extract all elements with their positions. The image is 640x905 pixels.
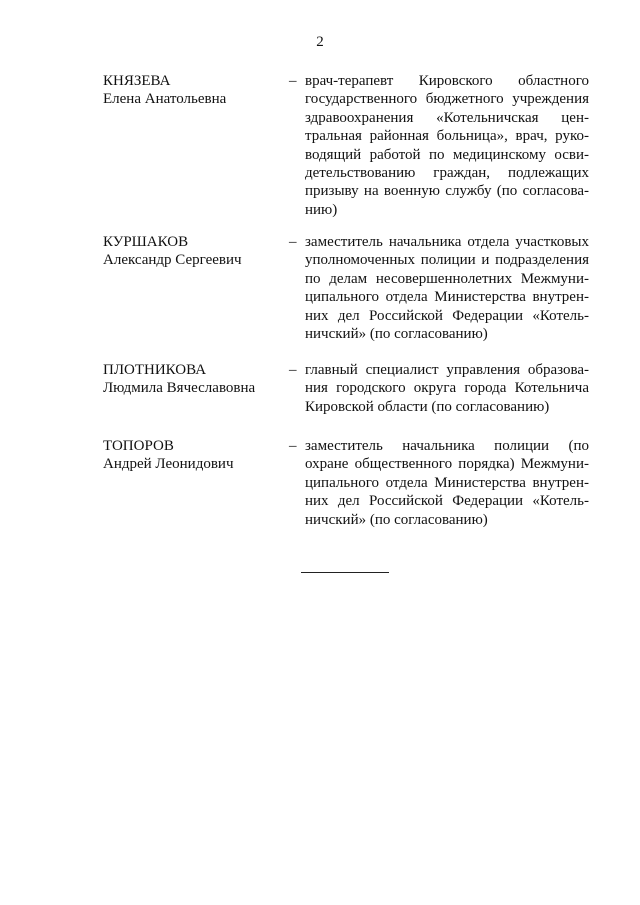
member-name [103, 72, 283, 109]
member-given-names: Елена Анатольевна [103, 91, 227, 108]
member-name [103, 437, 283, 474]
member-surname: КУРШАКОВ [103, 234, 189, 250]
dash-separator: – [289, 234, 297, 250]
member-name [103, 361, 283, 398]
member-surname: ПЛОТНИКОВА [103, 362, 207, 378]
member-position: врач-терапевт Кировского областного государственного бюджетного учреждения здравоохранения «Котельничская центральная районная больница», врач, руководящий работой по медицинскому освидетельствованию граждан, подлежащих призыву на военную службу (по согласованию) [305, 73, 589, 218]
dash-separator: – [289, 73, 297, 89]
member-name [103, 233, 283, 270]
member-given-names: Андрей Леонидович [103, 456, 234, 473]
member-surname: ТОПОРОВ [103, 438, 174, 454]
end-rule [301, 572, 389, 573]
member-given-names: Александр Сергеевич [103, 252, 242, 269]
member-position: главный специалист управления образования городского округа города Котельнича Кировской области (по согласованию) [305, 362, 589, 415]
page-number: 2 [316, 34, 324, 50]
member-given-names: Людмила Вячеславовна [103, 380, 256, 397]
member-position: заместитель начальника отдела участковых уполномоченных полиции и подразделения по делам несовершеннолетних Межмуниципального отдела Министерства внутренних дел Российской Федерации «Котельничский» (по согласованию) [305, 234, 589, 343]
member-position: заместитель начальника полиции (по охране общественного порядка) Межмуниципального отдела Министерства внутренних дел Российской Федерации «Котельничский» (по согласованию) [305, 438, 589, 528]
dash-separator: – [289, 362, 297, 378]
member-surname: КНЯЗЕВА [103, 73, 171, 89]
dash-separator: – [289, 438, 297, 454]
